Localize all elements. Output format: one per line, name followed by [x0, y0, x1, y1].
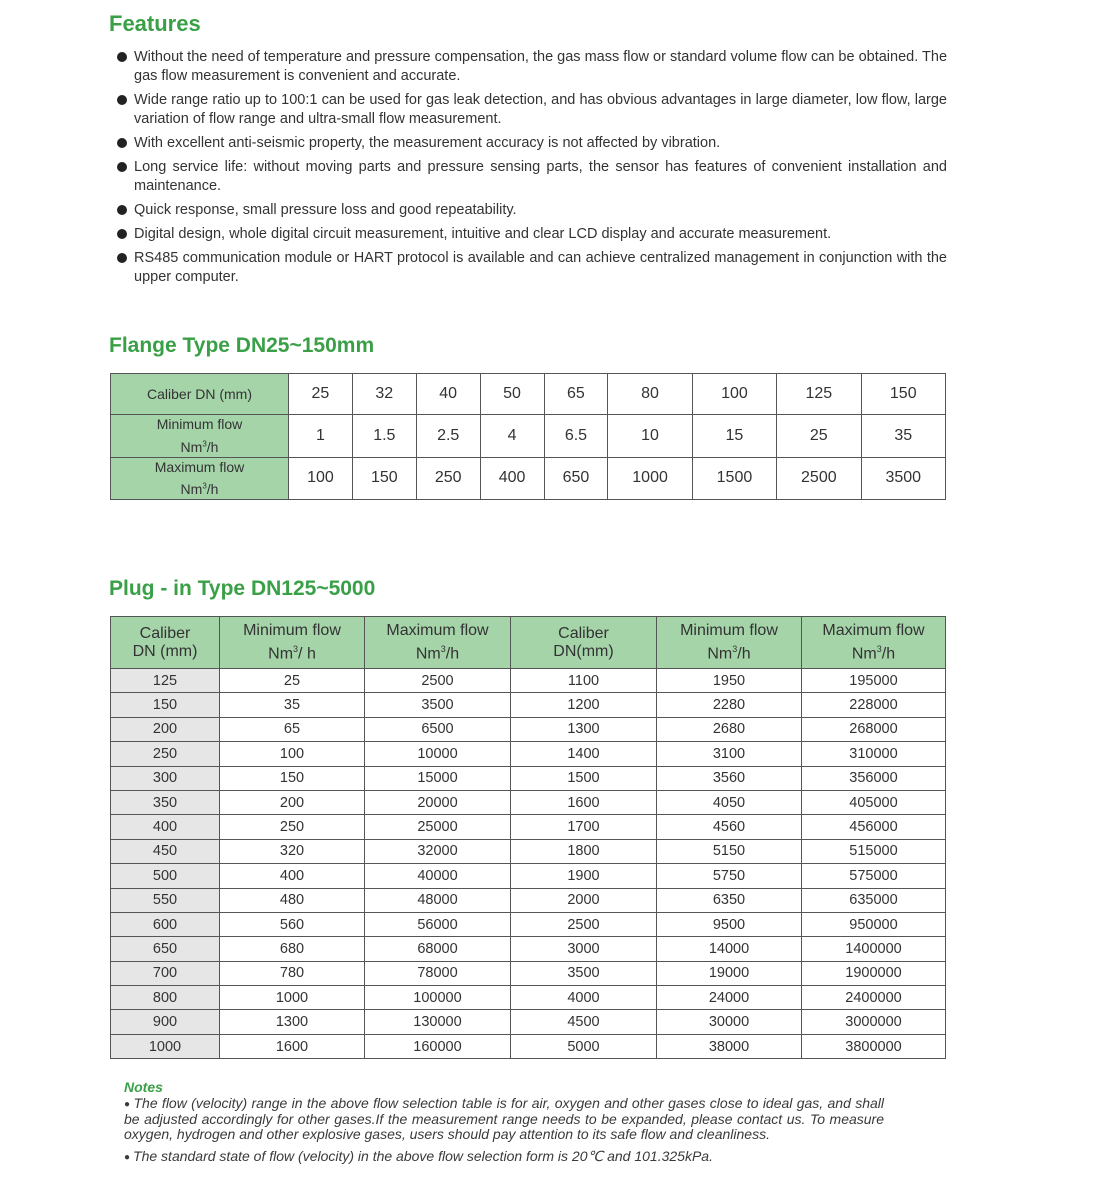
min-flow-a-cell: 250	[220, 815, 365, 839]
table-row	[111, 693, 946, 717]
caliber-a-cell: 250	[111, 742, 220, 766]
feature-item	[117, 48, 947, 86]
bullet-icon: ●	[124, 1099, 131, 1110]
table-row	[111, 864, 946, 888]
min-flow-b-cell: 3560	[657, 766, 802, 790]
table-row	[111, 669, 946, 693]
flange-caliber-cell: 125	[777, 374, 861, 415]
feature-text: Digital design, whole digital circuit measurement, intuitive and clear LCD display and accurate measurement.	[134, 226, 832, 242]
flange-max-flow-cell: 1000	[608, 457, 692, 500]
max-flow-a-cell: 25000	[365, 815, 511, 839]
caliber-b-cell: 1500	[511, 766, 657, 790]
max-flow-b-cell: 1900000	[802, 961, 946, 985]
min-flow-b-cell: 1950	[657, 669, 802, 693]
table-row	[111, 1010, 946, 1034]
max-flow-a-cell: 160000	[365, 1034, 511, 1058]
flange-type-table	[110, 373, 946, 500]
bullet-icon	[117, 138, 127, 148]
min-flow-a-cell: 320	[220, 839, 365, 863]
notes-section	[124, 1079, 884, 1172]
min-flow-a-cell: 25	[220, 669, 365, 693]
min-flow-a-cell: 1300	[220, 1010, 365, 1034]
flange-caliber-cell: 150	[861, 374, 946, 415]
caliber-b-cell: 5000	[511, 1034, 657, 1058]
caliber-a-cell: 1000	[111, 1034, 220, 1058]
flange-min-flow-cell: 10	[608, 415, 692, 458]
caliber-a-header: Caliber DN (mm)	[111, 617, 220, 669]
flange-max-flow-cell: 650	[544, 457, 608, 500]
min-flow-a-cell: 560	[220, 912, 365, 936]
note-item	[124, 1096, 884, 1142]
max-flow-b-cell: 1400000	[802, 937, 946, 961]
caliber-a-cell: 200	[111, 717, 220, 741]
min-flow-a-cell: 480	[220, 888, 365, 912]
bullet-icon	[117, 162, 127, 172]
caliber-b-cell: 2500	[511, 912, 657, 936]
min-flow-b-cell: 3100	[657, 742, 802, 766]
caliber-b-cell: 1600	[511, 790, 657, 814]
plug-in-type-heading: Plug - in Type DN125~5000	[109, 577, 376, 600]
flange-max-flow-header	[111, 457, 289, 500]
caliber-b-cell: 1700	[511, 815, 657, 839]
min-flow-b-cell: 38000	[657, 1034, 802, 1058]
caliber-a-cell: 350	[111, 790, 220, 814]
caliber-a-cell: 450	[111, 839, 220, 863]
max-flow-a-cell: 78000	[365, 961, 511, 985]
table-row	[111, 937, 946, 961]
note-text: The standard state of flow (velocity) in the above flow selection form is 20℃ and 101.325kPa.	[133, 1148, 713, 1164]
table-row	[111, 986, 946, 1010]
table-row	[111, 790, 946, 814]
notes-heading: Notes	[124, 1079, 163, 1095]
flange-caliber-cell: 80	[608, 374, 692, 415]
min-flow-a-cell: 200	[220, 790, 365, 814]
min-flow-a-cell: 780	[220, 961, 365, 985]
min-flow-b-header: Minimum flow Nm$^3$/h	[657, 617, 802, 669]
min-flow-b-cell: 14000	[657, 937, 802, 961]
caliber-a-cell: 600	[111, 912, 220, 936]
caliber-a-cell: 150	[111, 693, 220, 717]
max-flow-a-cell: 48000	[365, 888, 511, 912]
caliber-a-cell: 300	[111, 766, 220, 790]
max-flow-b-cell: 456000	[802, 815, 946, 839]
bullet-icon	[117, 253, 127, 263]
flange-min-flow-cell: 1	[289, 415, 353, 458]
bullet-icon	[117, 52, 127, 62]
max-flow-b-cell: 3800000	[802, 1034, 946, 1058]
min-flow-a-cell: 1600	[220, 1034, 365, 1058]
feature-text: Quick response, small pressure loss and good repeatability.	[134, 202, 517, 218]
note-item	[124, 1149, 884, 1165]
caliber-b-cell: 3500	[511, 961, 657, 985]
table-row	[111, 766, 946, 790]
min-flow-b-cell: 4050	[657, 790, 802, 814]
flange-min-flow-cell: 4	[480, 415, 544, 458]
min-flow-b-cell: 2680	[657, 717, 802, 741]
min-flow-unit: Nm$^3$/h	[180, 438, 219, 455]
bullet-icon	[117, 229, 127, 239]
table-row	[111, 961, 946, 985]
feature-text: RS485 communication module or HART protocol is available and can achieve centralized management in conjunction with the upper computer.	[134, 250, 947, 285]
flange-min-flow-cell: 2.5	[416, 415, 480, 458]
table-row	[111, 888, 946, 912]
min-flow-label: Minimum flow	[156, 416, 243, 432]
min-flow-a-cell: 1000	[220, 986, 365, 1010]
max-flow-b-cell: 195000	[802, 669, 946, 693]
flange-caliber-cell: 65	[544, 374, 608, 415]
caliber-a-cell: 125	[111, 669, 220, 693]
flange-caliber-header: Caliber DN (mm)	[111, 374, 289, 415]
caliber-b-cell: 1400	[511, 742, 657, 766]
flange-max-flow-cell: 250	[416, 457, 480, 500]
max-flow-b-cell: 405000	[802, 790, 946, 814]
feature-item	[117, 158, 947, 196]
flange-max-flow-cell: 150	[352, 457, 416, 500]
feature-text: Without the need of temperature and pressure compensation, the gas mass flow or standard volume flow can be obtained. The gas flow measurement is convenient and accurate.	[134, 49, 948, 84]
min-flow-b-cell: 30000	[657, 1010, 802, 1034]
max-flow-b-cell: 635000	[802, 888, 946, 912]
min-flow-a-cell: 35	[220, 693, 365, 717]
max-flow-b-cell: 515000	[802, 839, 946, 863]
caliber-a-cell: 800	[111, 986, 220, 1010]
min-flow-a-cell: 100	[220, 742, 365, 766]
flange-max-flow-cell: 1500	[692, 457, 776, 500]
max-flow-unit: Nm$^3$/h	[180, 481, 219, 498]
feature-item	[117, 249, 947, 287]
flange-max-flow-cell: 2500	[777, 457, 861, 500]
max-flow-b-header: Maximum flow Nm$^3$/h	[802, 617, 946, 669]
min-flow-a-cell: 150	[220, 766, 365, 790]
min-flow-b-cell: 2280	[657, 693, 802, 717]
max-flow-a-header: Maximum flow Nm$^3$/h	[365, 617, 511, 669]
max-flow-a-cell: 2500	[365, 669, 511, 693]
min-flow-a-cell: 680	[220, 937, 365, 961]
caliber-b-cell: 3000	[511, 937, 657, 961]
flange-min-flow-row	[111, 415, 946, 458]
max-flow-label: Maximum flow	[154, 458, 245, 475]
flange-min-flow-cell: 35	[861, 415, 946, 458]
flange-min-flow-cell: 25	[777, 415, 861, 458]
min-flow-b-cell: 5150	[657, 839, 802, 863]
min-flow-b-cell: 24000	[657, 986, 802, 1010]
bullet-icon	[117, 205, 127, 215]
max-flow-a-cell: 100000	[365, 986, 511, 1010]
flange-min-flow-cell: 15	[692, 415, 776, 458]
flange-max-flow-cell: 100	[289, 457, 353, 500]
feature-text: Wide range ratio up to 100:1 can be used for gas leak detection, and has obvious advantages in large diameter, low flow, large variation of flow range and ultra-small flow measurement.	[134, 92, 947, 127]
flange-max-flow-cell: 400	[480, 457, 544, 500]
max-flow-b-cell: 3000000	[802, 1010, 946, 1034]
bullet-icon	[117, 95, 127, 105]
flange-max-flow-row	[111, 457, 946, 500]
min-flow-b-cell: 5750	[657, 864, 802, 888]
table-row	[111, 839, 946, 863]
min-flow-b-cell: 6350	[657, 888, 802, 912]
min-flow-a-cell: 65	[220, 717, 365, 741]
flange-type-heading: Flange Type DN25~150mm	[109, 334, 375, 357]
caliber-a-cell: 550	[111, 888, 220, 912]
flange-caliber-cell: 40	[416, 374, 480, 415]
table-row	[111, 717, 946, 741]
caliber-b-cell: 4500	[511, 1010, 657, 1034]
max-flow-b-cell: 356000	[802, 766, 946, 790]
table-row	[111, 742, 946, 766]
min-flow-a-header: Minimum flow Nm$^3$/ h	[220, 617, 365, 669]
feature-item	[117, 225, 947, 244]
plug-table-body	[111, 669, 946, 1059]
caliber-a-cell: 400	[111, 815, 220, 839]
notes-list	[124, 1096, 884, 1165]
min-flow-b-cell: 4560	[657, 815, 802, 839]
features-list	[117, 48, 947, 292]
min-flow-b-cell: 9500	[657, 912, 802, 936]
flange-caliber-cell: 50	[480, 374, 544, 415]
table-row	[111, 1034, 946, 1058]
feature-text: Long service life: without moving parts and pressure sensing parts, the sensor has features of convenient installation and maintenance.	[134, 159, 947, 194]
table-row	[111, 912, 946, 936]
max-flow-b-cell: 228000	[802, 693, 946, 717]
max-flow-a-cell: 56000	[365, 912, 511, 936]
caliber-a-cell: 900	[111, 1010, 220, 1034]
caliber-a-cell: 500	[111, 864, 220, 888]
max-flow-b-cell: 2400000	[802, 986, 946, 1010]
max-flow-a-cell: 32000	[365, 839, 511, 863]
note-text: The flow (velocity) range in the above flow selection table is for air, oxygen and other gases close to ideal gas, and shall be adjusted accordingly for other gases.If the measurement range needs to be expanded, please contact us. To measure oxygen, hydrogen and other explosive gases, users should pay attention to its safe flow and cleanliness.	[124, 1095, 884, 1142]
caliber-a-cell: 650	[111, 937, 220, 961]
max-flow-a-cell: 20000	[365, 790, 511, 814]
max-flow-a-cell: 6500	[365, 717, 511, 741]
caliber-b-cell: 1200	[511, 693, 657, 717]
plug-in-type-table	[110, 616, 946, 1059]
feature-item	[117, 201, 947, 220]
feature-text: With excellent anti-seismic property, the measurement accuracy is not affected by vibration.	[134, 135, 721, 151]
features-heading: Features	[109, 11, 201, 36]
caliber-b-header: Caliber DN(mm)	[511, 617, 657, 669]
flange-min-flow-cell: 6.5	[544, 415, 608, 458]
bullet-icon: ●	[124, 1152, 131, 1163]
max-flow-b-cell: 268000	[802, 717, 946, 741]
flange-caliber-cell: 32	[352, 374, 416, 415]
flange-caliber-cell: 100	[692, 374, 776, 415]
flange-min-flow-header	[111, 415, 289, 458]
max-flow-a-cell: 10000	[365, 742, 511, 766]
table-row	[111, 815, 946, 839]
max-flow-a-cell: 68000	[365, 937, 511, 961]
caliber-a-cell: 700	[111, 961, 220, 985]
caliber-b-cell: 2000	[511, 888, 657, 912]
max-flow-a-cell: 3500	[365, 693, 511, 717]
max-flow-a-cell: 40000	[365, 864, 511, 888]
caliber-b-cell: 1100	[511, 669, 657, 693]
min-flow-a-cell: 400	[220, 864, 365, 888]
max-flow-a-cell: 15000	[365, 766, 511, 790]
flange-caliber-row	[111, 374, 946, 415]
flange-max-flow-cell: 3500	[861, 457, 946, 500]
max-flow-a-cell: 130000	[365, 1010, 511, 1034]
caliber-b-cell: 1300	[511, 717, 657, 741]
caliber-b-cell: 1800	[511, 839, 657, 863]
feature-item	[117, 134, 947, 153]
flange-caliber-cell: 25	[289, 374, 353, 415]
plug-header-row	[111, 617, 946, 669]
caliber-b-cell: 1900	[511, 864, 657, 888]
max-flow-b-cell: 950000	[802, 912, 946, 936]
caliber-b-cell: 4000	[511, 986, 657, 1010]
flange-min-flow-cell: 1.5	[352, 415, 416, 458]
feature-item	[117, 91, 947, 129]
min-flow-b-cell: 19000	[657, 961, 802, 985]
max-flow-b-cell: 575000	[802, 864, 946, 888]
max-flow-b-cell: 310000	[802, 742, 946, 766]
